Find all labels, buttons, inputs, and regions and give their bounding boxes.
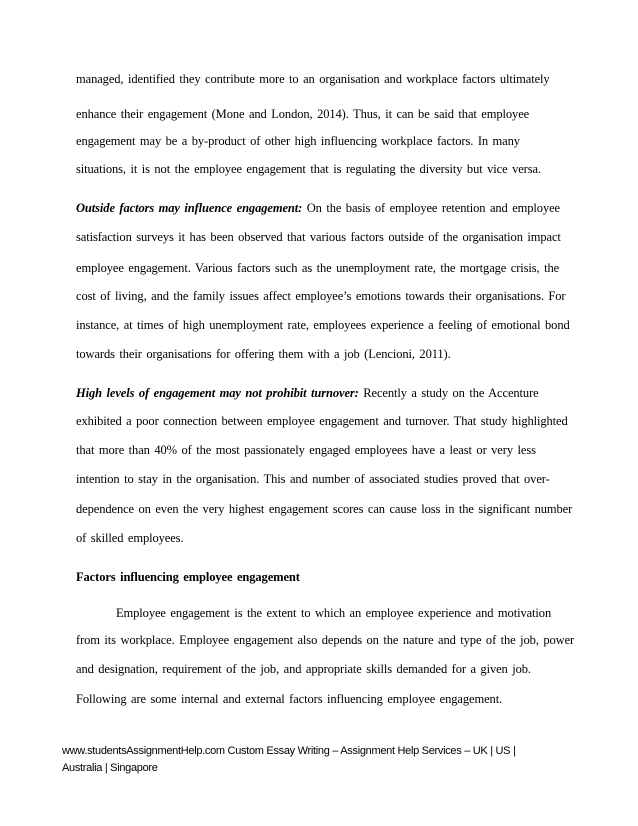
paragraph-3-line-1 <box>76 386 539 401</box>
paragraph-3-lead: High levels of engagement may not prohibit turnover: <box>76 386 359 400</box>
paragraph-3-line-5: dependence on even the very highest engagement scores can cause loss in the significant number <box>76 502 573 516</box>
paragraph-1-line-1: managed, identified they contribute more to an organisation and workplace factors ultimately <box>76 72 550 86</box>
paragraph-4-line-3: and designation, requirement of the job, and appropriate skills demanded for a given job. <box>76 662 531 676</box>
paragraph-2-line-2: satisfaction surveys it has been observed that various factors outside of the organisation impact <box>76 230 561 244</box>
paragraph-1-line-3: engagement may be a by-product of other high influencing workplace factors. In many <box>76 134 520 148</box>
paragraph-4-line-1: Employee engagement is the extent to which an employee experience and motivation <box>116 606 552 620</box>
page-footer <box>62 743 516 777</box>
paragraph-3-line-3: that more than 40% of the most passionately engaged employees have a least or very less <box>76 443 536 457</box>
paragraph-3-line-6: of skilled employees. <box>76 531 184 545</box>
paragraph-2-line-5: instance, at times of high unemployment rate, employees experience a feeling of emotional bond <box>76 318 570 332</box>
paragraph-3-line-2: exhibited a poor connection between employee engagement and turnover. That study highlighted <box>76 414 568 428</box>
paragraph-4-line-2: from its workplace. Employee engagement also depends on the nature and type of the job, power <box>76 633 575 647</box>
section-heading: Factors influencing employee engagement <box>76 570 300 584</box>
paragraph-2-line-4: cost of living, and the family issues affect employee’s emotions towards their organisations. For <box>76 289 566 303</box>
paragraph-2-lead: Outside factors may influence engagement: <box>76 201 303 215</box>
paragraph-2-line-6: towards their organisations for offering them with a job (Lencioni, 2011). <box>76 347 451 361</box>
footer-line-1: www.studentsAssignmentHelp.com Custom Essay Writing – Assignment Help Services – UK | US | <box>62 745 516 757</box>
paragraph-3-line-1-text: Recently a study on the Accenture <box>358 386 539 400</box>
paragraph-1-line-2: enhance their engagement (Mone and London, 2014). Thus, it can be said that employee <box>76 107 530 121</box>
paragraph-2-line-1-text: On the basis of employee retention and employee <box>302 201 561 215</box>
paragraph-4-line-4: Following are some internal and external factors influencing employee engagement. <box>76 692 503 706</box>
paragraph-2-line-1 <box>76 201 560 216</box>
paragraph-3-line-4: intention to stay in the organisation. This and number of associated studies proved that over- <box>76 472 550 486</box>
paragraph-1-line-4: situations, it is not the employee engagement that is regulating the diversity but vice versa. <box>76 162 541 176</box>
paragraph-2-line-3: employee engagement. Various factors such as the unemployment rate, the mortgage crisis, the <box>76 261 560 275</box>
footer-line-2: Australia | Singapore <box>62 762 158 774</box>
